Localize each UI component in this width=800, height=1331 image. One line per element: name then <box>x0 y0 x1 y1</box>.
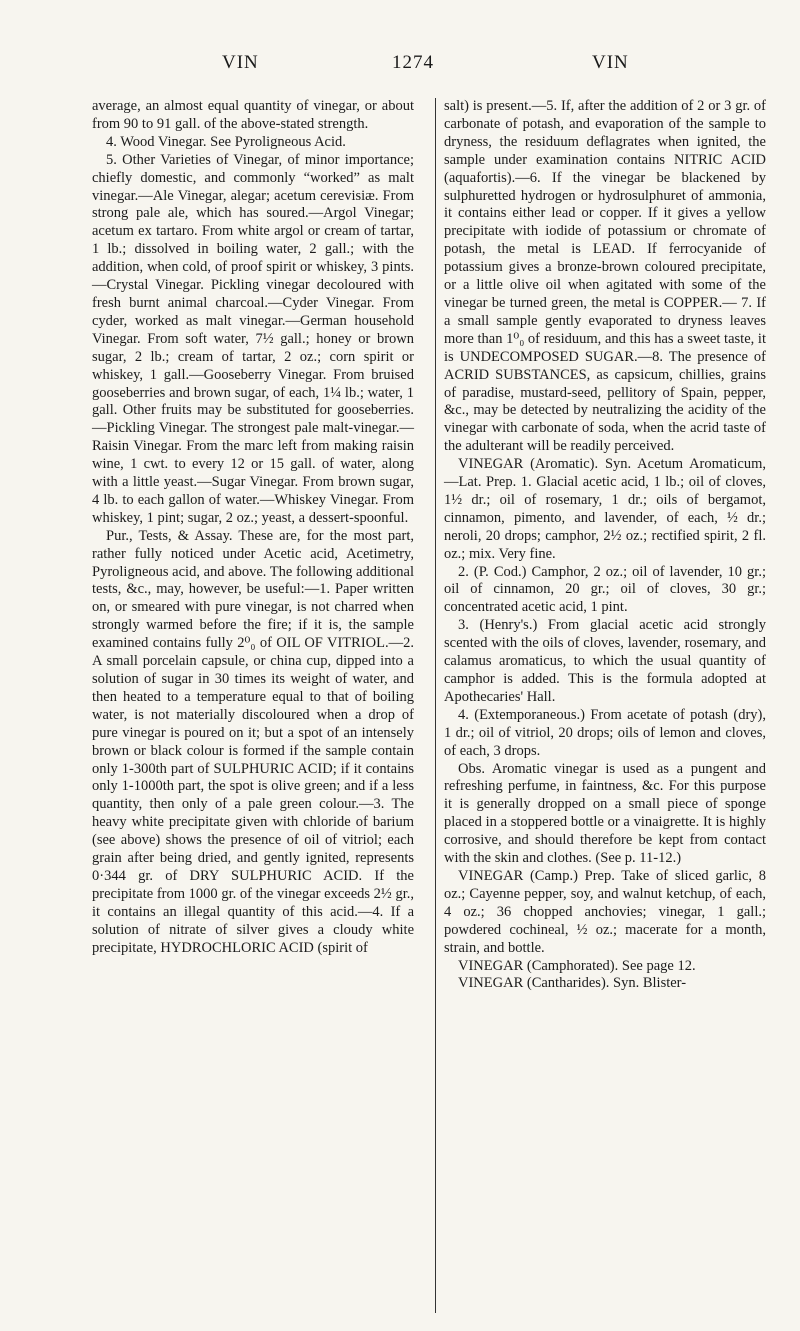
paragraph: Obs. Aromatic vinegar is used as a pungent and refreshing perfume, in faintness, &c. For this purpose it is generally dropped on a small piece of sponge placed in a stoppered bottle or a vinaigrette. It is highly corrosive, and should therefore be kept from contact with the skin and clothes. (See p. 11-12.) <box>444 760 766 867</box>
page-number: 1274 <box>392 52 434 73</box>
paragraph: 4. Wood Vinegar. See Pyroligneous Acid. <box>106 133 346 150</box>
header-right-word: VIN <box>592 52 629 73</box>
left-column <box>92 98 414 958</box>
right-column <box>444 98 766 993</box>
entry-vinegar-aromatic: VINEGAR (Aromatic). Syn. Acetum Aromaticum,—Lat. Prep. 1. Glacial acetic acid, 1 lb.; oil of cloves, 1½ dr.; oil of rosemary, 1 dr.; oils of bergamot, cinnamon, pimento, and lavender, of each, ½ dr.; neroli, 20 drops; camphor, 2½ oz.; rectified spirit, 2 fl. oz.; mix. Very fine. <box>444 456 766 562</box>
header-left-word: VIN <box>222 52 259 73</box>
running-header <box>92 52 760 82</box>
paragraph: salt) is present.—5. If, after the addition of 2 or 3 gr. of carbonate of potash, and evaporation of the sample to dryness, the residuum deflagrates when ignited, the sample under examination contains NITRIC ACID (aquafortis).—6. If the vinegar be blackened by sulphuretted hydrogen or hydrosulphuret of ammonia, it contains either lead or copper. If it gives a yellow precipitate with iodide of potassium or chromate of potash, the metal is LEAD. If ferrocyanide of potassium gives a bronze-brown coloured precipitate, or a little olive oil when agitated with some of the vinegar be turned green, the metal is COPPER.— 7. If a small sample gently evaporated to dryness leaves more than 1⁰₀ of residuum, and this has a sweet taste, it is UNDECOMPOSED SUGAR.—8. The presence of ACRID SUBSTANCES, as capsicum, chillies, grains of paradise, mustard-seed, pellitory of Spain, pepper, &c., may be detected by neutralizing the acidity of the vinegar with carbonate of soda, when the acrid taste of the adulterant will be readily perceived. <box>444 98 766 455</box>
entry-vinegar-cantharides: VINEGAR (Cantharides). Syn. Blister- <box>458 975 687 992</box>
column-divider <box>435 98 436 1313</box>
paragraph: average, an almost equal quantity of vinegar, or about from 90 to 91 gall. of the above-stated strength. <box>92 98 414 132</box>
entry-vinegar-camp: VINEGAR (Camp.) Prep. Take of sliced garlic, 8 oz.; Cayenne pepper, soy, and walnut ketchup, of each, 4 oz.; 36 chopped anchovies; vinegar, 1 gall.; powdered cochineal, ½ oz.; macerate for a month, strain, and bottle. <box>444 867 766 956</box>
paragraph: Pur., Tests, & Assay. These are, for the most part, rather fully noticed under Acetic acid, Acetimetry, Pyroligneous acid, and above. The following additional tests, &c., may, however, be useful:—1. Paper written on, or smeared with pure vinegar, is not charred when strongly warmed before the fire; if it is, the sample examined contains fully 2⁰₀ of OIL OF VITRIOL.—2. A small porcelain capsule, or china cup, dipped into a solution of sugar in 30 times its weight of water, and then heated to a temperature equal to that of boiling water, is not materially discoloured when a drop of pure vinegar is poured on it; but a spot of an intensely brown or black colour is formed if the sample contain only 1-300th part of SULPHURIC ACID; if it contains only 1-1000th part, the spot is olive green; and if a less quantity, then only of a pale green colour.—3. The heavy white precipitate given with chloride of barium (see above) shows the presence of oil of vitriol; each grain after being dried, and gently ignited, represents 0·344 gr. of DRY SULPHURIC ACID. If the precipitate from 1000 gr. of the vinegar exceeds 2½ gr., it contains an illegal quantity of this acid.—4. If a solution of nitrate of silver gives a cloudy white precipitate, HYDROCHLORIC ACID (spirit of <box>92 527 414 956</box>
paragraph: 2. (P. Cod.) Camphor, 2 oz.; oil of lavender, 10 gr.; oil of cinnamon, 20 gr.; oil of cloves, 30 gr.; concentrated acetic acid, 1 pint. <box>444 563 766 616</box>
paragraph: 4. (Extemporaneous.) From acetate of potash (dry), 1 dr.; oil of vitriol, 20 drops; oils of lemon and cloves, of each, 3 drops. <box>444 706 766 759</box>
entry-vinegar-camphorated: VINEGAR (Camphorated). See page 12. <box>458 957 696 974</box>
paragraph: 3. (Henry's.) From glacial acetic acid strongly scented with the oils of cloves, lavender, rosemary, and calamus aromaticus, to which the usual quantity of camphor is added. This is the formula adopted at Apothecaries' Hall. <box>444 617 766 705</box>
paragraph: 5. Other Varieties of Vinegar, of minor importance; chiefly domestic, and commonly “worked” as malt vinegar.—Ale Vinegar, alegar; acetum cerevisiæ. From strong pale ale, which has soured.—Argol Vinegar; acetum ex tartaro. From white argol or cream of tartar, 1 lb.; dissolved in boiling water, 2 gall.; with the addition, when cold, of proof spirit or whiskey, 3 pints.—Crystal Vinegar. Pickling vinegar decoloured with fresh burnt animal charcoal.—Cyder Vinegar. From cyder, worked as malt vinegar.—German household Vinegar. From soft water, 7½ gall.; honey or brown sugar, 2 lb.; cream of tartar, 2 oz.; corn spirit or whiskey, 1 gall.—Gooseberry Vinegar. From bruised gooseberries and brown sugar, of each, 1¼ lb.; water, 1 gall. Other fruits may be substituted for gooseberries.—Pickling Vinegar. The strongest pale malt-vinegar.—Raisin Vinegar. From the marc left from making raisin wine, 1 cwt. to every 12 or 15 gall. of water, along with a little yeast.—Sugar Vinegar. From brown sugar, 4 lb. to each gallon of water.—Whiskey Vinegar. From whiskey, 1 pint; sugar, 2 oz.; yeast, a dessert-spoonful. <box>92 151 414 526</box>
